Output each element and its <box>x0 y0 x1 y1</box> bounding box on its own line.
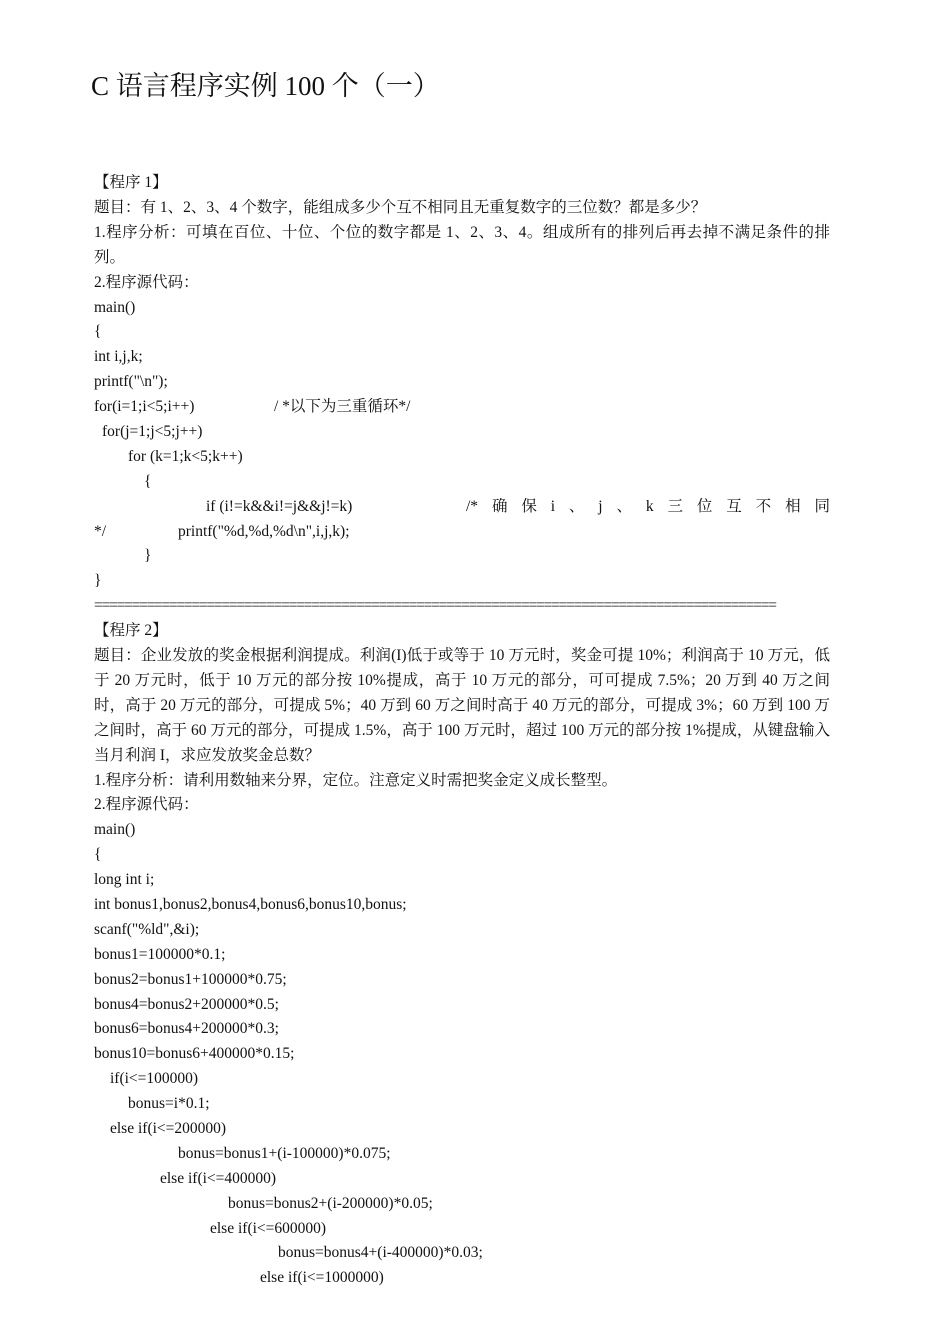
code-line: long int i; <box>94 871 155 889</box>
code-line: for (k=1;k<5;k++) <box>128 447 243 465</box>
program1-question: 题目：有 1、2、3、4 个数字，能组成多少个互不相同且无重复数字的三位数？都是多少？ <box>94 198 707 216</box>
code-line: bonus=bonus4+(i-400000)*0.03; <box>278 1244 483 1262</box>
comment-char: 位 <box>696 497 713 515</box>
comment-char: 确 <box>491 497 508 515</box>
printf-statement: printf("%d,%d,%d\n",i,j,k); <box>178 522 350 540</box>
comment-char: 不 <box>755 497 772 515</box>
code-line: else if(i<=400000) <box>160 1169 277 1187</box>
code-line: main() <box>94 821 136 839</box>
code-line: main() <box>94 298 136 316</box>
code-line: bonus1=100000*0.1; <box>94 945 226 963</box>
comment-char: 同 <box>814 497 830 515</box>
code-line: else if(i<=600000) <box>210 1219 327 1237</box>
separator-line: =========================================================================================== <box>94 597 776 615</box>
code-line: { <box>94 846 102 864</box>
comment-char: 互 <box>726 497 742 515</box>
if-statement: if (i!=k&&i!=j&&j!=k) <box>206 497 353 515</box>
code-line: { <box>144 472 152 490</box>
code-line <box>94 395 830 420</box>
comment-char: 三 <box>667 497 684 515</box>
program1-header: 【程序 1】 <box>94 174 168 191</box>
code-line: { <box>94 323 102 341</box>
code-line <box>94 495 830 520</box>
comment-char: /* <box>466 497 479 515</box>
code-line: bonus=bonus2+(i-200000)*0.05; <box>228 1194 433 1212</box>
comment-char: 保 <box>521 497 537 515</box>
code-comment <box>466 495 830 520</box>
comment-char: i <box>550 497 556 515</box>
code-line: bonus4=bonus2+200000*0.5; <box>94 995 279 1013</box>
code-line: bonus10=bonus6+400000*0.15; <box>94 1045 295 1063</box>
code-line: if(i<=100000) <box>110 1070 199 1088</box>
code-line: } <box>94 572 102 590</box>
code-line <box>94 520 830 545</box>
program2-question: 题目：企业发放的奖金根据利润提成。利润(I)低于或等于 10 万元时，奖金可提 10%；利润高于 10 万元，低于 20 万元时，低于 10 万元的部分按 10%提成，高于 10 万元的部分，可可提成 7.5%；20 万到 40 万之间时，高于 20 万元的部分，可提成 5%；40 万到 60 万之间时高于 40 万元的部分，可提成 3%；60 万到 100 万之间时，高于 60 万元的部分，可提成 1.5%，高于 100 万元时，超过 100 万元的部分按 1%提成，从键盘输入当月利润 I，求应发放奖金总数？ <box>94 646 830 764</box>
program2-source-label: 2.程序源代码： <box>94 796 199 814</box>
program2-header: 【程序 2】 <box>94 622 168 640</box>
program2-analysis: 1.程序分析：请利用数轴来分界，定位。注意定义时需把奖金定义成长整型。 <box>94 771 618 789</box>
code-line: scanf("%ld",&i); <box>94 920 200 938</box>
loop-code: for(i=1;i<5;i++) <box>94 398 195 416</box>
comment-char: j <box>598 497 603 515</box>
document-body <box>94 171 830 1291</box>
code-line: bonus=bonus1+(i-100000)*0.075; <box>178 1144 391 1162</box>
code-line: } <box>144 547 152 565</box>
program1-analysis: 1.程序分析：可填在百位、十位、个位的数字都是 1、2、3、4。组成所有的排列后再去掉不满足条件的排列。 <box>94 223 830 266</box>
code-line: int i,j,k; <box>94 348 143 366</box>
code-line: printf("\n"); <box>94 373 168 391</box>
code-line: for(j=1;j<5;j++) <box>102 422 203 440</box>
code-line: bonus=i*0.1; <box>128 1095 210 1113</box>
code-comment: / *以下为三重循环*/ <box>274 398 411 416</box>
code-comment: */ <box>94 522 107 540</box>
code-line: else if(i<=200000) <box>110 1119 227 1137</box>
comment-char: 、 <box>616 497 632 515</box>
code-line: int bonus1,bonus2,bonus4,bonus6,bonus10,bonus; <box>94 895 407 913</box>
comment-char: 相 <box>785 497 801 515</box>
code-line: bonus2=bonus1+100000*0.75; <box>94 970 287 988</box>
code-line: else if(i<=1000000) <box>260 1269 384 1287</box>
program1-source-label: 2.程序源代码： <box>94 273 199 291</box>
comment-char: k <box>645 497 654 515</box>
code-line: bonus6=bonus4+200000*0.3; <box>94 1020 279 1038</box>
page-title: C 语言程序实例 100 个（一） <box>91 71 440 101</box>
comment-char: 、 <box>568 497 585 515</box>
